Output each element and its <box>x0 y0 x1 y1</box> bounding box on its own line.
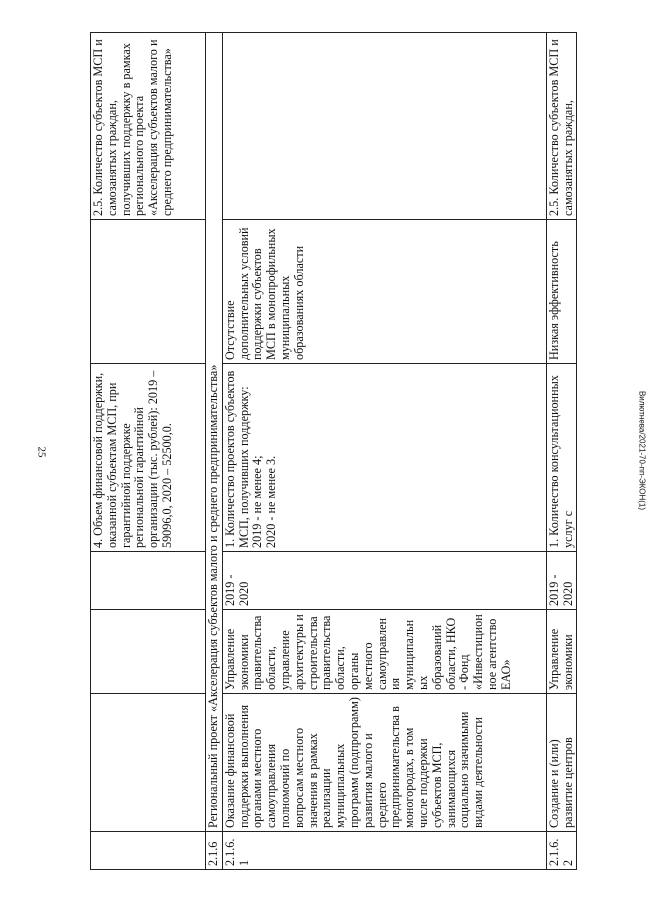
rotated-table-wrapper <box>90 33 575 870</box>
cell-period: 2019 - 2020 <box>222 552 546 610</box>
cell-indicator: 1. Количество проектов субъектов МСП, получивших поддержку: 2019 - не менее 4; 2020 - не менее 3. <box>222 364 546 552</box>
table-row <box>546 33 577 870</box>
page-number: 25 <box>35 446 48 458</box>
cell-executor <box>91 610 206 694</box>
cell-target: 2.5. Количество субъектов МСП и самозанятых граждан, <box>546 33 577 220</box>
cell-period: 2019 - 2020 <box>546 552 577 610</box>
cell-measure: Оказание финансовой поддержки выполнения органами местного самоуправления полномочий по вопросам местного значения в рамках реализации муниципальных программ (подпрограмм) развития малого и среднего предпринимательства в моногородах, в том числе поддержки субъектов МСП, занимающихся социально значимыми видами деятельности <box>222 694 546 832</box>
cell-number <box>91 832 206 870</box>
cell-consequences: Низкая эффективность <box>546 220 577 364</box>
section-title: Региональный проект «Акселерация субъектов малого и среднего предпринимательства» <box>206 33 223 832</box>
cell-executor: Управление экономики правительства области, управление архитектуры и строительства правительства области, органы местного самоуправления муниципальных образований области, НКО - Фонд «Инвестиционное агентство ЕАО» <box>222 610 546 694</box>
cell-measure: Создание и (или) развитие центров <box>546 694 577 832</box>
section-number: 2.1.6 <box>206 832 223 870</box>
table-row <box>222 33 546 870</box>
cell-target <box>222 33 546 220</box>
footer-document-code: Вилютнева/2021-70-пп-ЭКОН(1) <box>637 390 647 511</box>
program-measures-table <box>90 32 577 870</box>
cell-indicator: 1. Количество консультационных услуг с <box>546 364 577 552</box>
cell-number: 2.1.6.2 <box>546 832 577 870</box>
cell-consequences <box>91 220 206 364</box>
cell-executor: Управление экономики <box>546 610 577 694</box>
table-row-continuation <box>91 33 206 870</box>
cell-number: 2.1.6.1 <box>222 832 546 870</box>
cell-indicator: 4. Объем финансовой поддержки, оказанной субъектам МСП, при гарантийной поддержке региональной гарантийной организации (тыс. рублей): 2019 – 59096,0, 2020 – 52500,0. <box>91 364 206 552</box>
cell-measure <box>91 694 206 832</box>
table-viewport <box>90 33 575 870</box>
cell-consequences: Отсутствие дополнительных условий поддержки субъектов МСП в монопрофильных муниципальных образованиях области <box>222 220 546 364</box>
cell-target: 2.5. Количество субъектов МСП и самозанятых граждан, получивших поддержку в рамках регионального проекта «Акселерация субъектов малого и среднего предпринимательства» <box>91 33 206 220</box>
cell-period <box>91 552 206 610</box>
table-row-section <box>206 33 223 870</box>
